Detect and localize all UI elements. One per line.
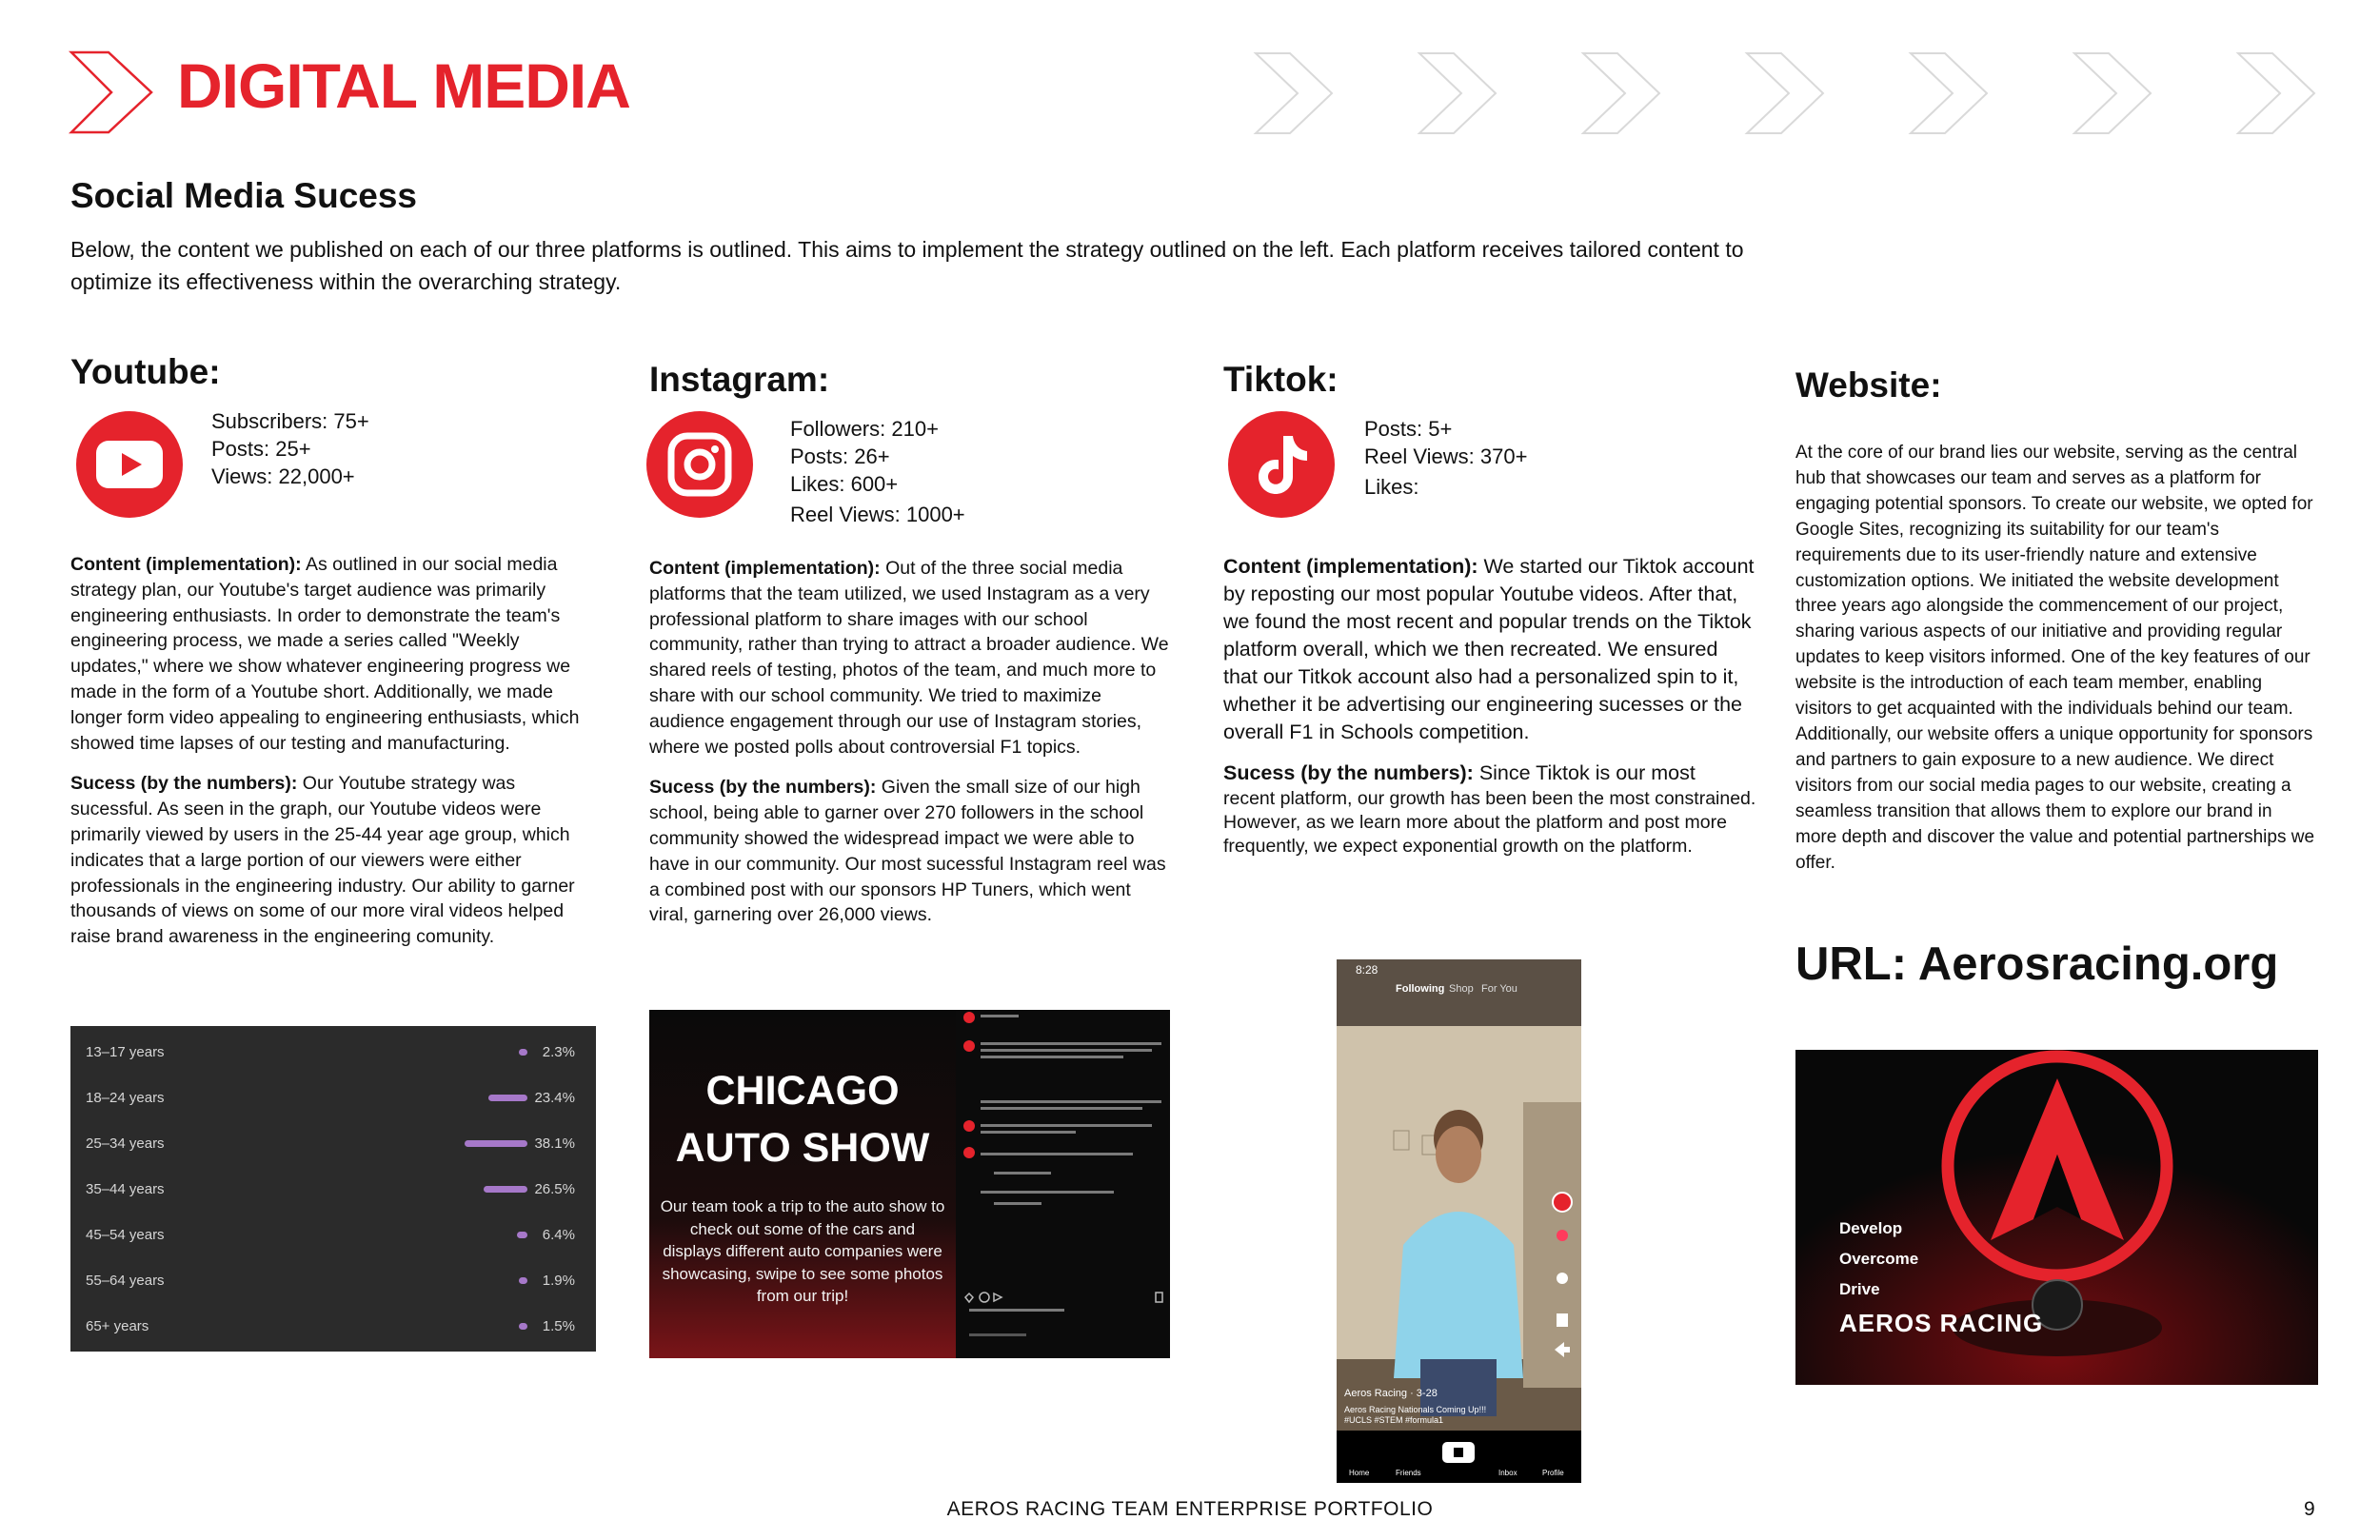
age-label: 13–17 years [86, 1044, 165, 1060]
decorative-chevrons [1252, 49, 2328, 137]
tiktok-account-name: Aeros Racing · 3-28 [1344, 1388, 1438, 1399]
tiktok-phone-time: 8:28 [1356, 963, 1378, 977]
instagram-stats [790, 415, 965, 528]
youtube-icon [76, 411, 183, 518]
tiktok-content-label: Content (implementation): [1223, 555, 1478, 578]
tiktok-nav-friends[interactable]: Friends [1396, 1469, 1421, 1477]
tiktok-success-text-continued: recent platform, our growth has been been the most constrained. However, as we learn more about the platform and post more frequently, we expect exponential growth on the platform. [1223, 788, 1756, 857]
tiktok-content-text: We started our Tiktok account by reposting our most popular Youtube videos. After that, we found the most recent and popular trends on the Tiktok platform overall, which we then recreated. We ensured that our Titkok account also had a personalized spin to it, whether it be advertising our engineering sucesses or the overall F1 in Schools competition. [1223, 555, 1755, 743]
age-label: 45–54 years [86, 1227, 165, 1243]
instagram-content-text: Out of the three social media platforms that the team utilized, we used Instagram as a very professional platform to share images with our school community, rather than trying to attract a broader audience. We shared reels of testing, photos of the team, and much more to share with our school community. We tried to maximize audience engagement through our use of Instagram stories, where we posted polls about controversial F1 topics. [649, 558, 1169, 758]
age-percent: 2.3% [542, 1044, 575, 1060]
website-image-word: Drive [1839, 1280, 1880, 1298]
instagram-content-label: Content (implementation): [649, 558, 881, 579]
youtube-heading: Youtube: [70, 352, 221, 391]
age-percent: 1.9% [542, 1273, 575, 1289]
instagram-stat: Likes: 600+ [790, 472, 899, 496]
footer-text: AEROS RACING TEAM ENTERPRISE PORTFOLIO [946, 1498, 1434, 1520]
tiktok-tab-shop[interactable]: Shop [1449, 983, 1474, 995]
tiktok-success-label: Sucess (by the numbers): [1223, 761, 1474, 784]
age-row [70, 1038, 596, 1067]
instagram-success-label: Sucess (by the numbers): [649, 777, 877, 799]
youtube-stats [211, 407, 369, 490]
youtube-stat: Views: 22,000+ [211, 464, 355, 488]
tiktok-success-text: Since Tiktok is our most [1473, 761, 1696, 784]
age-percent: 26.5% [534, 1181, 575, 1197]
youtube-age-chart [70, 1026, 596, 1352]
age-row [70, 1221, 596, 1250]
age-bar [517, 1232, 527, 1238]
instagram-success-text: Given the small size of our high school, being able to garner over 270 followers in the school community showed the widespread impact we were able to have in our community. Our most sucessful Instagram reel was a combined post with our sponsors HP Tuners, which went viral, garnering over 26,000 views. [649, 777, 1166, 926]
age-percent: 1.5% [542, 1318, 575, 1334]
youtube-stat: Posts: 25+ [211, 437, 311, 461]
age-row [70, 1175, 596, 1204]
age-label: 55–64 years [86, 1273, 165, 1289]
age-bar [519, 1277, 527, 1284]
age-row [70, 1267, 596, 1295]
tiktok-hashtags: #UCLS #STEM #formula1 [1344, 1415, 1444, 1425]
youtube-stat: Subscribers: 75+ [211, 409, 369, 433]
section-subtitle: Social Media Sucess [70, 176, 418, 215]
instagram-stat: Followers: 210+ [790, 417, 939, 441]
instagram-comments-pane [956, 1010, 1170, 1358]
instagram-heading: Instagram: [649, 360, 830, 399]
tiktok-stat: Reel Views: 370+ [1364, 444, 1528, 468]
tiktok-body [1223, 553, 1756, 858]
website-heading: Website: [1795, 365, 1942, 405]
website-image-word: Develop [1839, 1219, 1903, 1237]
age-label: 25–34 years [86, 1135, 165, 1152]
tiktok-stat: Posts: 5+ [1364, 417, 1453, 441]
website-image-word: Overcome [1839, 1250, 1919, 1268]
website-body: At the core of our brand lies our website, serving as the central hub that showcases our team and serves as a platform for engaging potential sponsors. To create our website, we opted for Google Sites, recognizing its suitability for our team's requirements due to its user-friendly nature and extensive customization options. We initiated the website development three years ago alongside the commencement of our project, sharing various aspects of our initiative and providing regular updates to keep visitors informed. One of the key features of our website is the introduction of each team member, enabling visitors to get acquainted with the individuals behind our team. Additionally, our website offers a unique opportunity for sponsors and partners to gain exposure to a new audience. We direct visitors from our social media pages to our website, creating a seamless transition that allows them to explore our brand in more depth and discover the value and potential partnerships we offer. [1795, 443, 2315, 873]
instagram-body [649, 556, 1175, 943]
tiktok-phone-screenshot [1337, 959, 1581, 1483]
age-bar [484, 1186, 527, 1193]
age-percent: 23.4% [534, 1090, 575, 1106]
tiktok-tab-foryou[interactable]: For You [1481, 983, 1517, 995]
website-brand-image [1795, 1050, 2318, 1385]
age-percent: 38.1% [534, 1135, 575, 1152]
instagram-stat: Posts: 26+ [790, 444, 890, 468]
age-row [70, 1084, 596, 1113]
age-label: 18–24 years [86, 1090, 165, 1106]
instagram-icon [646, 411, 753, 518]
chevron-logo-icon [69, 49, 154, 135]
tiktok-video-caption: Aeros Racing Nationals Coming Up!!! [1344, 1405, 1487, 1414]
youtube-content-text: As outlined in our social media strategy plan, our Youtube's target audience was primarily engineering enthusiasts. In order to demonstrate the team's engineering process, we made a series called "Weekly updates," where we show whatever engineering progress we made in the form of a Youtube short. Additionally, we made longer form video appealing to engineering enthusiasts, which showed time lapses of our testing and manufacturing. [70, 554, 580, 754]
website-url[interactable]: URL: Aerosracing.org [1795, 938, 2279, 990]
age-bar [465, 1140, 527, 1147]
instagram-post-photo [649, 1010, 956, 1358]
instagram-post-image [649, 1010, 1170, 1358]
age-row [70, 1130, 596, 1158]
tiktok-nav-profile[interactable]: Profile [1542, 1469, 1564, 1477]
website-image-brand: AEROS RACING [1839, 1309, 2044, 1337]
youtube-success-label: Sucess (by the numbers): [70, 773, 298, 795]
tiktok-heading: Tiktok: [1223, 360, 1339, 399]
age-bar [488, 1095, 527, 1101]
instagram-stat: Reel Views: 1000+ [790, 503, 965, 526]
instagram-post-title: CHICAGO AUTO SHOW [675, 1068, 930, 1171]
tiktok-nav-home[interactable]: Home [1349, 1469, 1370, 1477]
age-percent: 6.4% [542, 1227, 575, 1243]
age-bar [519, 1049, 527, 1056]
intro-paragraph: Below, the content we published on each of our three platforms is outlined. This aims to implement the strategy outlined on the left. Each platform receives tailored content to optimize its effectiveness within the overarching strategy. [70, 237, 1744, 294]
tiktok-nav-inbox[interactable]: Inbox [1498, 1469, 1517, 1477]
age-label: 35–44 years [86, 1181, 165, 1197]
tiktok-stats [1364, 415, 1527, 501]
age-label: 65+ years [86, 1318, 149, 1334]
youtube-content-label: Content (implementation): [70, 554, 302, 575]
youtube-body [70, 552, 594, 965]
page-title: DIGITAL MEDIA [177, 50, 630, 121]
tiktok-icon [1228, 411, 1335, 518]
age-bar [519, 1323, 527, 1330]
instagram-post-caption: Our team took a trip to the auto show to check out some of the cars and displays different auto companies were showcasing, swipe to see some photos from our trip! [660, 1197, 945, 1305]
page-number: 9 [2304, 1498, 2315, 1520]
age-row [70, 1313, 596, 1341]
tiktok-stat: Likes: [1364, 475, 1419, 499]
youtube-success-text: Our Youtube strategy was sucessful. As seen in the graph, our Youtube videos were primarily viewed by users in the 25-44 year age group, which indicates that a large portion of our viewers were either professionals in the engineering industry. Our ability to garner thousands of views on some of our more viral videos helped raise brand awareness in the engineering comunity. [70, 773, 575, 948]
tiktok-tab-following[interactable]: Following [1396, 983, 1445, 995]
